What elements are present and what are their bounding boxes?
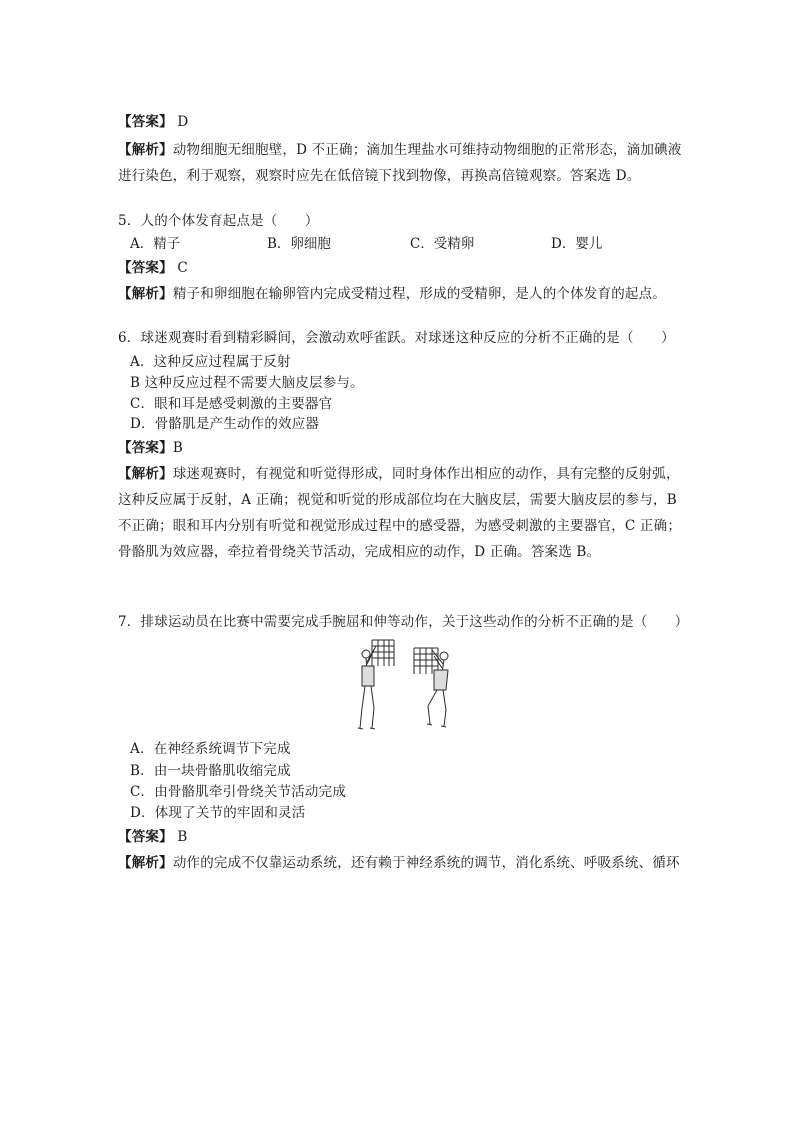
analysis-text: 精子和卵细胞在输卵管内完成受精过程，形成的受精卵，是人的个体发育的起点。 (172, 286, 667, 302)
q6-analysis-line-4: 骨骼肌为效应器，牵拉着骨绕关节活动，完成相应的动作，D 正确。答案选 B。 (118, 544, 601, 560)
q5-answer (118, 260, 188, 276)
answer-value: D (177, 114, 189, 130)
answer-value: C (177, 260, 188, 276)
q6-stem: 6．球迷观赛时看到精彩瞬间，会激动欢呼雀跃。对球迷这种反应的分析不正确的是（ ） (118, 330, 675, 346)
answer-tag: 【答案】 (118, 260, 173, 276)
q7-option-b: B．由一块骨骼肌收缩完成 (130, 763, 291, 779)
q6-analysis-line-3: 不正确；眼和耳内分别有听觉和视觉形成过程中的感受器，为感受刺激的主要器官，C 正确； (118, 518, 682, 534)
q6-analysis-line-1 (118, 466, 680, 482)
net-left (372, 640, 394, 666)
analysis-text: 球迷观赛时，有视觉和听觉得形成，同时身体作出相应的动作，具有完整的反射弧， (172, 466, 680, 482)
q5-option-a: A．精子 (130, 236, 181, 252)
q5-option-c: C．受精卵 (410, 236, 475, 252)
q7-option-c: C．由骨骼肌牵引骨绕关节活动完成 (130, 784, 347, 800)
answer-value: B (177, 829, 188, 845)
q4-analysis-line-1 (118, 142, 682, 158)
q6-option-a: A．这种反应过程属于反射 (130, 354, 291, 370)
q6-answer (118, 440, 183, 456)
q4-analysis-line-2: 进行染色，利于观察，观察时应先在低倍镜下找到物像，再换高倍镜观察。答案选 D。 (118, 168, 641, 184)
answer-tag: 【答案】 (118, 114, 173, 130)
q7-answer (118, 829, 187, 845)
q6-analysis-line-2: 这种反应属于反射，A 正确；视觉和听觉的形成部位均在大脑皮层，需要大脑皮层的参与，B (118, 492, 677, 508)
analysis-text: 动物细胞无细胞壁，D 不正确；滴加生理盐水可维持动物细胞的正常形态，滴加碘液 (172, 142, 682, 158)
q7-option-d: D．体现了关节的牢固和灵活 (130, 805, 306, 821)
analysis-tag: 【解析】 (118, 142, 173, 158)
q6-option-c: C．眼和耳是感受刺激的主要器官 (130, 396, 333, 412)
analysis-text: 动作的完成不仅靠运动系统，还有赖于神经系统的调节，消化系统、呼吸系统、循环 (172, 855, 680, 871)
volleyball-players-illustration (352, 636, 462, 736)
q6-option-d: D．骨骼肌是产生动作的效应器 (130, 416, 320, 432)
answer-tag: 【答案】 (118, 829, 173, 845)
q5-analysis-line-1 (118, 286, 666, 302)
answer-value: B (172, 440, 183, 456)
q4-answer (118, 114, 188, 130)
q6-option-b: B 这种反应过程不需要大脑皮层参与。 (130, 375, 364, 391)
q7-option-a: A．在神经系统调节下完成 (130, 741, 291, 757)
player-right (427, 650, 448, 727)
analysis-tag: 【解析】 (118, 286, 173, 302)
analysis-tag: 【解析】 (118, 466, 173, 482)
q5-option-d: D．婴儿 (551, 236, 603, 252)
q5-stem: 5．人的个体发育起点是（ ） (118, 213, 319, 229)
analysis-tag: 【解析】 (118, 855, 173, 871)
q7-analysis-line-1 (118, 855, 680, 871)
q5-option-b: B．卵细胞 (267, 236, 331, 252)
answer-tag: 【答案】 (118, 440, 173, 456)
q7-stem: 7．排球运动员在比赛中需要完成手腕屈和伸等动作，关于这些动作的分析不正确的是（ ） (118, 614, 689, 630)
